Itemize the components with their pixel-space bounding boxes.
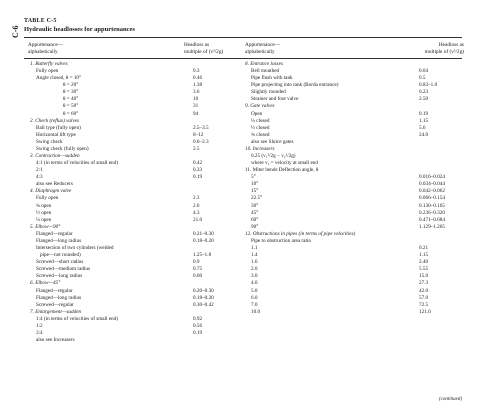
row-label: Angle closed, θ = 10° — [36, 75, 82, 82]
row-value: 2.50 — [419, 96, 429, 103]
row-value: 0.75 — [193, 266, 203, 273]
row-label: Swing check — [36, 138, 63, 145]
row-value: 15.0 — [419, 273, 429, 280]
row-value: 0.46 — [193, 75, 203, 82]
row-label: 4.0 — [251, 280, 258, 287]
table-row — [30, 111, 238, 118]
table-row — [30, 309, 238, 316]
row-label: 3. Contraction—sudden — [30, 153, 80, 160]
table-row — [30, 132, 238, 139]
table-row — [245, 252, 463, 259]
table-row — [245, 96, 463, 103]
row-label: 6. Elbow—45° — [30, 280, 61, 287]
row-label: Flanged—long radius — [36, 237, 82, 244]
row-label: 2:1 — [36, 167, 43, 174]
right-value-header-line1: Headloss as — [438, 42, 464, 48]
row-label: Open — [251, 110, 263, 117]
row-label: Flanged—long radius — [36, 294, 82, 301]
row-value: 0.18–0.20 — [193, 237, 214, 244]
table-row — [245, 167, 463, 174]
row-value: 0.23 — [419, 89, 429, 96]
row-label: 2. Check (reflux) valves — [30, 117, 80, 124]
row-value: 0.56 — [193, 322, 203, 329]
page-number: C-6 — [11, 25, 20, 38]
row-value: 2.6 — [193, 202, 200, 209]
row-label: 1.6 — [251, 259, 258, 266]
row-label: ¼ open — [36, 216, 52, 223]
table-row — [30, 273, 238, 280]
row-label: 90° — [251, 223, 259, 230]
left-value-header — [184, 42, 223, 56]
table-row — [30, 210, 238, 217]
row-label: Horizontal lift type — [36, 131, 76, 138]
row-value: 24.0 — [419, 131, 429, 138]
table-row — [30, 337, 238, 344]
table-row — [245, 231, 463, 238]
row-label: θ = 40° — [63, 96, 79, 103]
row-value: 0.33 — [193, 167, 203, 174]
table-row — [30, 89, 238, 96]
row-label: 7. Enlargement—sudden — [30, 308, 82, 315]
row-label: 11. Miter bends Deflection angle, θ — [245, 167, 319, 174]
row-label: Screwed—short radius — [36, 259, 84, 266]
table-row — [30, 118, 238, 125]
table-row — [30, 82, 238, 89]
right-value-header-line2: multiple of (v²/2g) — [424, 49, 464, 55]
table-label: TABLE C-5 — [24, 18, 57, 24]
table-row — [30, 174, 238, 181]
row-value: 0.6–2.3 — [193, 138, 209, 145]
row-value: 27.3 — [419, 280, 429, 287]
left-name-header-line2: alphabetically — [28, 49, 58, 55]
row-label: ½ open — [36, 209, 52, 216]
table-row — [30, 61, 238, 68]
table-row — [30, 323, 238, 330]
table-row — [30, 231, 238, 238]
table-row — [30, 103, 238, 110]
row-label: Screwed—medium radius — [36, 266, 91, 273]
row-value: 0.92 — [193, 315, 203, 322]
row-label: Screwed—long radius — [36, 273, 83, 280]
table-row — [245, 302, 463, 309]
row-value: 0.236–0.320 — [419, 209, 445, 216]
row-value: 0.18–0.20 — [193, 294, 214, 301]
table-row — [30, 160, 238, 167]
right-name-header — [245, 42, 280, 56]
table-row — [245, 174, 463, 181]
row-label: 5° — [251, 174, 256, 181]
right-name-header-line1: Appurtenance— — [245, 42, 281, 48]
table-row — [245, 146, 463, 153]
row-label: Fully open — [36, 68, 59, 75]
row-value: 21.0 — [193, 216, 203, 223]
row-value: 3.6 — [193, 89, 200, 96]
row-label: 12. Obstructions in pipes (in terms of pipe velocities) — [245, 230, 356, 237]
table-row — [30, 266, 238, 273]
row-label: 15° — [251, 188, 259, 195]
row-label: 3:4 — [36, 329, 43, 336]
table-row — [30, 125, 238, 132]
table-row — [30, 295, 238, 302]
row-label: 4. Diaphragm valve — [30, 188, 72, 195]
table-row — [245, 266, 463, 273]
table-row — [30, 203, 238, 210]
table-row — [30, 75, 238, 82]
row-value: 2.3 — [193, 195, 200, 202]
row-label: Ball type (fully open) — [36, 124, 81, 131]
table-row — [245, 118, 463, 125]
row-label: Strainer and foot valve — [251, 96, 299, 103]
row-label: 9. Gate valves — [245, 103, 275, 110]
row-value: 0.471–0.684 — [419, 216, 445, 223]
row-label: ¾ open — [36, 202, 52, 209]
row-label: Flanged—regular — [36, 287, 73, 294]
table-row — [245, 259, 463, 266]
row-value: 0.066–0.154 — [419, 195, 445, 202]
table-row — [30, 302, 238, 309]
table-row — [245, 295, 463, 302]
row-label: 1:4 (in terms of velocities of small end) — [36, 315, 118, 322]
header-rule — [24, 58, 462, 59]
table-row — [30, 259, 238, 266]
row-value: 0.21–0.30 — [193, 230, 214, 237]
table-row — [245, 132, 463, 139]
row-value: 0.3 — [193, 68, 200, 75]
row-value: 0.9 — [193, 259, 200, 266]
table-row — [30, 224, 238, 231]
right-name-header-line2: alphabetically — [245, 49, 275, 55]
right-value-header — [408, 42, 464, 56]
row-label: Swing check (fully open) — [36, 145, 89, 152]
table-row — [245, 195, 463, 202]
table-row — [30, 238, 238, 245]
row-value: 10 — [193, 96, 199, 103]
row-value: 1.129–1.265 — [419, 223, 445, 230]
row-label: θ = 30° — [63, 89, 79, 96]
table-row — [30, 288, 238, 295]
row-value: 4.3 — [193, 209, 200, 216]
row-label: Slightly rounded — [251, 89, 286, 96]
row-value: 8–12 — [193, 131, 204, 138]
row-label: 1.4 — [251, 252, 258, 259]
row-value: 1.25–1.8 — [193, 252, 212, 259]
row-label: Flanged—regular — [36, 230, 73, 237]
table-row — [30, 139, 238, 146]
row-value: 0.21 — [419, 245, 429, 252]
row-label: Bell mouthed — [251, 68, 280, 75]
table-row — [30, 330, 238, 337]
row-label: 22.5° — [251, 195, 263, 202]
table-row — [245, 82, 463, 89]
row-value: 0.5 — [419, 75, 426, 82]
continued-note: (continued) — [438, 397, 462, 402]
row-value: 0.60 — [193, 273, 203, 280]
row-label: ½ closed — [251, 124, 270, 131]
row-label: 3.0 — [251, 273, 258, 280]
table-row — [245, 203, 463, 210]
row-value: 121.0 — [419, 308, 431, 315]
row-label: 5. Elbow—90° — [30, 223, 61, 230]
row-label: where v₁ = velocity at small end — [251, 160, 318, 167]
right-column — [245, 61, 463, 316]
left-name-header-line1: Appurtenance— — [28, 42, 64, 48]
row-value: 0.42 — [193, 160, 203, 167]
table-row — [245, 61, 463, 68]
table-row — [245, 153, 463, 160]
row-value: 42.0 — [419, 287, 429, 294]
table-row — [245, 309, 463, 316]
row-label: also see Reducers — [36, 181, 73, 188]
table-title: Hydraulic headlosses for appurtenances — [24, 26, 135, 33]
table-row — [30, 316, 238, 323]
left-name-header — [28, 42, 63, 56]
row-value: 0.130–0.165 — [419, 202, 445, 209]
row-label: 4:1 (in terms of velocities of small end) — [36, 160, 118, 167]
table-row — [30, 280, 238, 287]
row-label: 6.0 — [251, 294, 258, 301]
table-row — [245, 125, 463, 132]
table-row — [245, 273, 463, 280]
row-label: 1:2 — [36, 322, 43, 329]
row-label: 8. Entrance losses — [245, 61, 283, 67]
row-value: 0.20–0.30 — [193, 287, 214, 294]
row-label: θ = 50° — [63, 103, 79, 110]
row-value: 1.38 — [193, 82, 203, 89]
left-column — [30, 61, 238, 344]
table-row — [30, 96, 238, 103]
left-value-header-line2: multiple of (v²/2g) — [184, 49, 224, 55]
row-label: Pipe to obstruction area ratio — [251, 237, 311, 244]
row-label: θ = 60° — [63, 110, 79, 117]
row-value: 2.40 — [419, 259, 429, 266]
left-value-header-line1: Headloss as — [184, 42, 210, 48]
row-value: 0.042–0.062 — [419, 188, 445, 195]
table-row — [245, 224, 463, 231]
row-value: 0.19 — [419, 110, 429, 117]
row-value: 1.15 — [419, 252, 429, 259]
row-value: 0.83–1.0 — [419, 82, 438, 89]
table-row — [245, 245, 463, 252]
row-label: 4:3 — [36, 174, 43, 181]
table-row — [30, 167, 238, 174]
row-value: 2.5 — [193, 145, 200, 152]
row-label: 0.25 (v₁²/2g − v₂²/2g) — [251, 153, 296, 160]
table-row — [30, 217, 238, 224]
table-row — [30, 252, 238, 259]
row-label: 10° — [251, 181, 259, 188]
row-label: also see Increasers — [36, 337, 75, 344]
row-label: 1. Butterfly valves — [30, 61, 68, 67]
row-label: 30° — [251, 202, 259, 209]
table-row — [245, 103, 463, 110]
table-row — [245, 188, 463, 195]
row-value: 0.19 — [193, 174, 203, 181]
row-label: Pipe flush with tank — [251, 75, 293, 82]
table-row — [30, 188, 238, 195]
row-value: 94 — [193, 110, 199, 117]
row-value: 0.016–0.024 — [419, 174, 445, 181]
row-label: 10. Increasers — [245, 145, 275, 152]
row-value: 31 — [193, 103, 199, 110]
table-row — [245, 288, 463, 295]
row-value: 2.5–3.5 — [193, 124, 209, 131]
row-label: also see Sluice gates — [251, 138, 294, 145]
row-value: 1.15 — [419, 117, 429, 124]
row-value: 0.034–0.044 — [419, 181, 445, 188]
row-label: 60° — [251, 216, 259, 223]
table-row — [245, 280, 463, 287]
row-value: 5.55 — [419, 266, 429, 273]
table-row — [30, 195, 238, 202]
row-label: Fully open — [36, 195, 59, 202]
row-label: 45° — [251, 209, 259, 216]
row-value: 72.5 — [419, 301, 429, 308]
table-row — [245, 210, 463, 217]
table-row — [245, 111, 463, 118]
row-label: 7.0 — [251, 301, 258, 308]
row-value: 0.19 — [193, 329, 203, 336]
row-label: θ = 20° — [63, 82, 79, 89]
table-row — [245, 139, 463, 146]
row-label: Intersection of two cylinders (welded — [36, 245, 114, 252]
row-label: Pipe projecting into tank (Borda entrance) — [251, 82, 339, 89]
top-rule — [24, 37, 462, 38]
row-label: ¼ closed — [251, 117, 270, 124]
table-row — [245, 181, 463, 188]
row-value: 0.04 — [419, 68, 429, 75]
row-value: 5.6 — [419, 124, 426, 131]
row-label: 1.1 — [251, 245, 258, 252]
table-row — [245, 238, 463, 245]
row-label: 2.0 — [251, 266, 258, 273]
row-value: 57.0 — [419, 294, 429, 301]
row-label: ¾ closed — [251, 131, 270, 138]
row-label: pipe—not rounded) — [40, 252, 81, 259]
row-value: 0.30–0.42 — [193, 301, 214, 308]
row-label: 5.0 — [251, 287, 258, 294]
row-label: Screwed—regular — [36, 301, 74, 308]
table-row — [30, 146, 238, 153]
row-label: 10.0 — [251, 308, 261, 315]
table-row — [245, 217, 463, 224]
